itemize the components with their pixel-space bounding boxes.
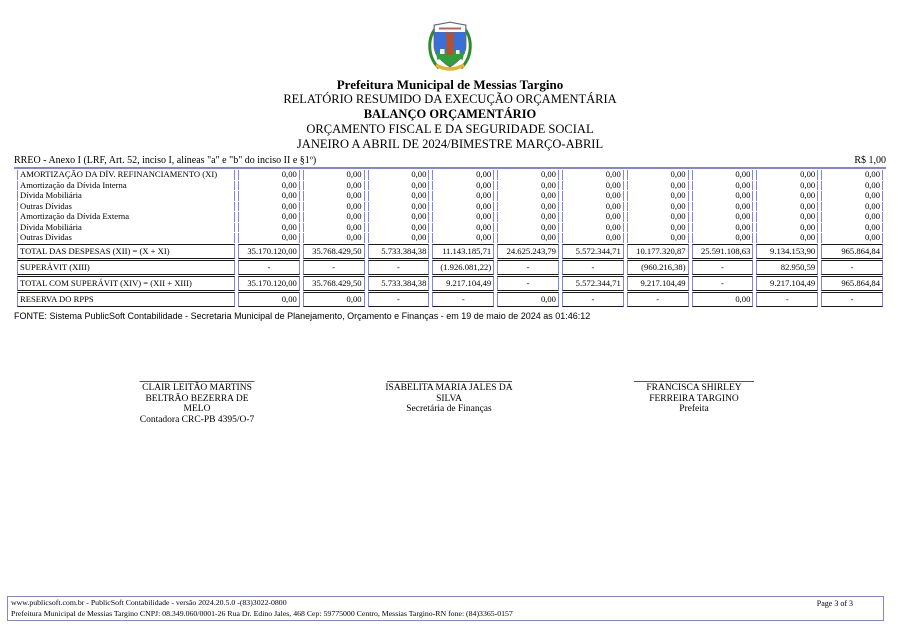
cell-value: 0,00 [821, 233, 883, 243]
report-header [0, 77, 900, 152]
cell-value: 0,00 [303, 170, 365, 180]
row-label: AMORTIZAÇÃO DA DÍV. REFINANCIAMENTO (XI) [17, 170, 235, 180]
cell-value: 5.733.384,38 [368, 276, 430, 291]
cell-value: 0,00 [692, 223, 754, 233]
cell-value: 25.591.108,63 [692, 244, 754, 259]
footer-software-info: www.publicsoft.com.br - PublicSoft Contabilidade - versão 2024.20.5.0 -(83)3022-0800 [11, 598, 287, 607]
cell-value: 0,00 [562, 191, 624, 201]
cell-value: 0,00 [692, 292, 754, 307]
cell-value: 0,00 [303, 223, 365, 233]
cell-value: 0,00 [756, 212, 818, 222]
cell-value: 0,00 [368, 170, 430, 180]
table-row [17, 276, 883, 291]
row-label: Dívida Mobiliária [17, 223, 235, 233]
row-label: TOTAL DAS DESPESAS (XII) = (X + XI) [17, 244, 235, 259]
meta-line [14, 155, 886, 166]
cell-value: 35.768.429,50 [303, 244, 365, 259]
cell-value: 0,00 [756, 181, 818, 191]
cell-value: 0,00 [238, 233, 300, 243]
cell-value: 0,00 [821, 202, 883, 212]
cell-value: 0,00 [756, 170, 818, 180]
table-row [17, 212, 883, 222]
cell-value: 0,00 [562, 212, 624, 222]
cell-value: 0,00 [821, 212, 883, 222]
cell-value: 0,00 [627, 233, 689, 243]
cell-value: 0,00 [562, 170, 624, 180]
cell-value: 0,00 [756, 223, 818, 233]
signature-name: FRANCISCA SHIRLEY FERREIRA TARGINO [646, 383, 742, 404]
source-line: FONTE: Sistema PublicSoft Contabilidade - Secretaria Municipal de Planejamento, Orçamento e Finanças - em 19 de maio de 2024 as 01:46:12 [14, 310, 591, 321]
cell-value: 9.134.153,90 [756, 244, 818, 259]
signature-block-prefeita [634, 381, 754, 415]
cell-value: 0,00 [432, 170, 494, 180]
cell-value: 0,00 [432, 191, 494, 201]
row-label: RESERVA DO RPPS [17, 292, 235, 307]
cell-value: - [368, 292, 430, 307]
cell-value: 35.170.120,00 [238, 244, 300, 259]
cell-value: 11.143.185,71 [432, 244, 494, 259]
table-row [17, 244, 883, 259]
cell-value: 0,00 [303, 292, 365, 307]
cell-value: 5.572.344,71 [562, 276, 624, 291]
cell-value: 0,00 [238, 223, 300, 233]
cell-value: 0,00 [562, 233, 624, 243]
cell-value: 0,00 [303, 212, 365, 222]
cell-value: 0,00 [627, 170, 689, 180]
cell-value: 0,00 [303, 191, 365, 201]
cell-value: 0,00 [821, 223, 883, 233]
cell-value: 35.768.429,50 [303, 276, 365, 291]
row-label: Amortização da Dívida Interna [17, 181, 235, 191]
cell-value: 0,00 [432, 223, 494, 233]
cell-value: 0,00 [238, 202, 300, 212]
cell-value: 0,00 [627, 202, 689, 212]
report-title: BALANÇO ORÇAMENTÁRIO [363, 107, 537, 121]
cell-value: 0,00 [692, 181, 754, 191]
cell-value: 0,00 [303, 233, 365, 243]
cell-value: 0,00 [368, 202, 430, 212]
cell-value: 9.217.104,49 [432, 276, 494, 291]
cell-value: 0,00 [497, 202, 559, 212]
cell-value: 0,00 [368, 223, 430, 233]
cell-value: 5.572.344,71 [562, 244, 624, 259]
cell-value: 0,00 [497, 191, 559, 201]
row-label: Outras Dívidas [17, 233, 235, 243]
page-footer [7, 596, 884, 621]
cell-value: 0,00 [497, 170, 559, 180]
currency-unit: R$ 1,00 [854, 155, 886, 166]
report-table [14, 167, 886, 308]
cell-value: 24.625.243,79 [497, 244, 559, 259]
cell-value: - [238, 260, 300, 275]
coat-of-arms-icon [426, 20, 474, 72]
table-row [17, 202, 883, 212]
cell-value: 0,00 [432, 181, 494, 191]
cell-value: - [692, 276, 754, 291]
cell-value: - [821, 292, 883, 307]
cell-value: - [821, 260, 883, 275]
cell-value: - [756, 292, 818, 307]
table-row [17, 233, 883, 243]
row-label: SUPERÁVIT (XIII) [17, 260, 235, 275]
cell-value: - [368, 260, 430, 275]
signature-line [634, 381, 754, 382]
cell-value: 0,00 [238, 170, 300, 180]
cell-value: 10.177.320,87 [627, 244, 689, 259]
table-row [17, 181, 883, 191]
cell-value: 0,00 [562, 223, 624, 233]
signature-role: Contadora CRC-PB 4395/O-7 [139, 414, 255, 425]
table-row [17, 191, 883, 201]
cell-value: 0,00 [627, 212, 689, 222]
table-row [17, 170, 883, 180]
report-subtitle: ORÇAMENTO FISCAL E DA SEGURIDADE SOCIAL [306, 122, 594, 136]
cell-value: 0,00 [432, 233, 494, 243]
cell-value: - [692, 260, 754, 275]
org-name: Prefeitura Municipal de Messias Targino [336, 77, 564, 92]
cell-value: - [432, 292, 494, 307]
cell-value: 0,00 [627, 191, 689, 201]
cell-value: - [497, 276, 559, 291]
cell-value: 0,00 [497, 223, 559, 233]
footer-entity-info: Prefeitura Municipal de Messias Targino CNPJ: 08.349.060/0001-26 Rua Dr. Edino Jales, 468 Cep: 59775000 Centro, Messias Targino-RN fone: (84)3365-0157 [11, 608, 513, 618]
cell-value: 9.217.104,49 [627, 276, 689, 291]
signature-name: CLAIR LEITÃO MARTINS BELTRÃO BEZERRA DE MELO [142, 383, 252, 414]
cell-value: 0,00 [238, 191, 300, 201]
signature-line [387, 381, 512, 382]
signature-role: Prefeita [679, 404, 709, 414]
row-label: Dívida Mobiliária [17, 191, 235, 201]
signature-block-contadora [135, 381, 260, 425]
cell-value: 0,00 [562, 181, 624, 191]
cell-value: 0,00 [756, 233, 818, 243]
cell-value: 0,00 [821, 170, 883, 180]
cell-value: 0,00 [368, 233, 430, 243]
signature-line [140, 381, 255, 382]
cell-value: 0,00 [497, 181, 559, 191]
table-row [17, 260, 883, 275]
cell-value: 0,00 [756, 202, 818, 212]
cell-value: 0,00 [432, 212, 494, 222]
cell-value: - [562, 292, 624, 307]
row-label: TOTAL COM SUPERÁVIT (XIV) = (XII + XIII) [17, 276, 235, 291]
cell-value: 965.864,84 [821, 244, 883, 259]
cell-value: 0,00 [432, 202, 494, 212]
cell-value: 0,00 [497, 233, 559, 243]
cell-value: 0,00 [692, 170, 754, 180]
cell-value: 0,00 [692, 191, 754, 201]
anexo-label: RREO - Anexo I (LRF, Art. 52, inciso I, alíneas "a" e "b" do inciso II e §1º) [14, 155, 317, 166]
report-table-body [17, 170, 883, 307]
cell-value: - [562, 260, 624, 275]
cell-value: 0,00 [821, 181, 883, 191]
cell-value: 0,00 [692, 233, 754, 243]
cell-value: 0,00 [238, 212, 300, 222]
cell-value: 82.950,59 [756, 260, 818, 275]
cell-value: 0,00 [368, 191, 430, 201]
cell-value: (960.216,38) [627, 260, 689, 275]
cell-value: 9.217.104,49 [756, 276, 818, 291]
cell-value: 0,00 [497, 212, 559, 222]
cell-value: 0,00 [368, 181, 430, 191]
cell-value: 0,00 [303, 181, 365, 191]
table-row [17, 292, 883, 307]
cell-value: 5.733.384,38 [368, 244, 430, 259]
report-period: JANEIRO A ABRIL DE 2024/BIMESTRE MARÇO-ABRIL [296, 137, 604, 151]
cell-value: 0,00 [627, 181, 689, 191]
cell-value: 0,00 [238, 292, 300, 307]
signature-block-secretaria [374, 381, 524, 415]
cell-value: 0,00 [497, 292, 559, 307]
cell-value: - [627, 292, 689, 307]
cell-value: - [497, 260, 559, 275]
row-label: Amortização da Dívida Externa [17, 212, 235, 222]
cell-value: 0,00 [821, 191, 883, 201]
cell-value: 35.170.120,00 [238, 276, 300, 291]
page-number: Page 3 of 3 [816, 599, 853, 608]
cell-value: (1.926.081,22) [432, 260, 494, 275]
cell-value: 0,00 [368, 212, 430, 222]
cell-value: 0,00 [756, 191, 818, 201]
cell-value: - [303, 260, 365, 275]
signature-name: ISABELITA MARIA JALES DA SILVA [385, 383, 513, 404]
cell-value: 0,00 [238, 181, 300, 191]
cell-value: 0,00 [692, 212, 754, 222]
cell-value: 0,00 [692, 202, 754, 212]
report-name: RELATÓRIO RESUMIDO DA EXECUÇÃO ORÇAMENTÁRIA [283, 92, 617, 106]
row-label: Outras Dívidas [17, 202, 235, 212]
cell-value: 965.864,84 [821, 276, 883, 291]
table-row [17, 223, 883, 233]
signature-role: Secretária de Finanças [406, 404, 492, 414]
cell-value: 0,00 [627, 223, 689, 233]
cell-value: 0,00 [562, 202, 624, 212]
cell-value: 0,00 [303, 202, 365, 212]
